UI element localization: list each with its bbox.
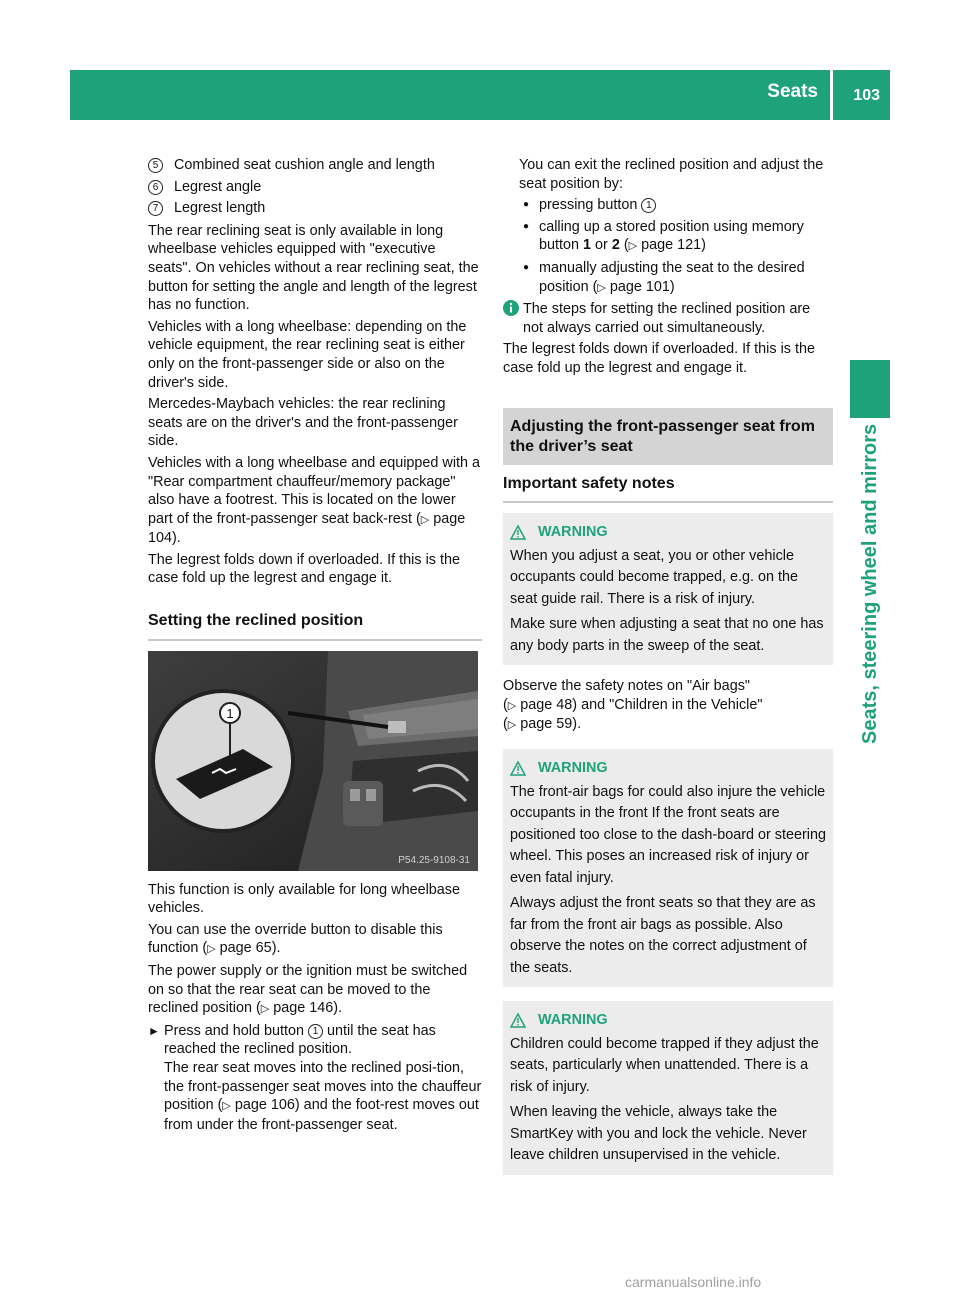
paragraph: The legrest folds down if overloaded. If this is the case fold up the legrest and engage it. — [148, 551, 460, 587]
warning-text: The front-air bags for could also injure the vehicle occupants in the front If the front seats are positioned too close to the dash-board or steering wheel. This poses an increased risk of injury or even fatal injury. — [510, 783, 826, 886]
page-ref-arrow: ▷ — [222, 1100, 231, 1113]
page-ref-arrow: ▷ — [507, 699, 517, 712]
watermark-footer: carmanualsonline.info — [625, 1274, 762, 1290]
button-callout: 1 — [308, 1024, 323, 1039]
paragraph: The legrest folds down if overloaded. If this is the case fold up the legrest and engage it. — [503, 341, 815, 376]
page-reference[interactable]: page 106) and the foot-rest moves out from under the front-passenger seat. — [164, 1097, 479, 1133]
callout-number: 7 — [148, 201, 163, 216]
warning-text: Always adjust the front seats so that they are as far from the front air bags as possible. Also observe the notes on the correct adjustment of the seats. — [510, 895, 816, 976]
figure-callout: 1 — [226, 705, 234, 721]
warning-box — [503, 513, 833, 665]
instruction-step: ► Press and hold button 1 until the seat has reached the reclined position. The rear seat moves into the reclined posi-tion, the front-passenger seat moves into the chauffeur position (▷ page 106) and the foot-rest moves out from under the front-passenger seat. — [148, 1022, 482, 1133]
section-title-bar: Adjusting the front-passenger seat from the driver’s seat — [503, 408, 833, 465]
subsection-heading — [503, 475, 833, 504]
paragraph: Vehicles with a long wheelbase and equipped with a "Rear compartment chauffeur/memory package" also have a footrest. This is located on the lower part of the front-passenger seat back-rest (▷ page 104). — [148, 454, 481, 547]
door-panel-illustration — [148, 651, 478, 871]
warning-title: WARNING — [538, 760, 608, 776]
paragraph: Vehicles with a long wheelbase: depending on the vehicle equipment, the rear reclining seat is either only on the front-passenger side or also on the driver's side. — [148, 318, 467, 391]
page-reference[interactable]: page 121) — [641, 237, 706, 254]
warning-text: Make sure when adjusting a seat that no one has any body parts in the sweep of the seat. — [510, 616, 824, 654]
page-reference[interactable]: page 65). — [219, 940, 281, 957]
chapter-side-title: Seats, steering wheel and mirrors — [859, 423, 881, 744]
list-item: ● calling up a stored position using memory button 1 or 2 (▷ page 121) — [503, 218, 833, 256]
page-ref-arrow: ▷ — [207, 943, 216, 956]
paragraph: Observe the safety notes on "Air bags" (▷ page 48) and "Children in the Vehicle" (▷ page 59). — [503, 678, 763, 733]
legend-text: Legrest angle — [174, 178, 262, 195]
page-number: 103 — [853, 87, 880, 104]
list-item: ● pressing button 1 — [503, 196, 833, 215]
step-arrow-icon: ► — [148, 1023, 160, 1038]
page-ref-arrow: ▷ — [260, 1003, 270, 1016]
page-ref-arrow: ▷ — [628, 240, 638, 253]
paragraph: This function is only available for long wheelbase vehicles. — [148, 881, 460, 917]
chapter-title: Seats — [767, 81, 818, 102]
right-column — [503, 156, 833, 1175]
bullet-icon: ● — [523, 199, 530, 211]
legend-item — [148, 178, 482, 197]
warning-box — [503, 1001, 833, 1175]
legend-text: Legrest length — [174, 200, 266, 217]
button-callout: 1 — [641, 198, 656, 213]
paragraph: You can use the override button to disable this function (▷ page 65). — [148, 921, 443, 957]
page-reference[interactable]: page 48) and "Children in the Vehicle" — [520, 696, 763, 713]
warning-box — [503, 749, 833, 987]
callout-number: 6 — [148, 180, 163, 195]
legend-item — [148, 199, 482, 218]
bullet-icon: ● — [523, 220, 530, 232]
warning-text: When leaving the vehicle, always take the SmartKey with you and lock the vehicle. Never leave children unsupervised in the vehicle. — [510, 1104, 807, 1164]
section-heading — [148, 612, 482, 641]
bullet-icon: ● — [523, 261, 530, 273]
page-ref-arrow: ▷ — [597, 281, 606, 294]
warning-triangle-icon — [510, 525, 526, 540]
heading-important-safety-notes: Important safety notes — [503, 474, 675, 492]
callout-number: 5 — [148, 158, 163, 173]
info-icon — [503, 300, 523, 337]
paragraph: You can exit the reclined position and adjust the seat position by: — [519, 157, 824, 192]
heading-setting-reclined-position: Setting the reclined position — [148, 612, 364, 630]
list-item: ● manually adjusting the seat to the desired position (▷ page 101) — [503, 259, 833, 297]
page-reference[interactable]: page 59). — [520, 716, 582, 733]
legend-text: Combined seat cushion angle and length — [174, 157, 435, 173]
page-reference[interactable]: page 101) — [609, 278, 675, 295]
warning-triangle-icon — [510, 1013, 526, 1028]
info-note: The steps for setting the reclined position are not always carried out simultaneously. — [503, 300, 833, 337]
warning-title: WARNING — [538, 524, 608, 541]
chapter-tab — [850, 360, 890, 418]
page-reference[interactable]: page 104). — [148, 510, 466, 547]
warning-title: WARNING — [538, 1012, 608, 1029]
door-panel-image — [148, 651, 478, 871]
left-column — [148, 156, 482, 1134]
paragraph: The rear reclining seat is only available in long wheelbase vehicles equipped with "executive seats". On vehicles without a rear reclining seat, the button for setting the angle and length of the legrest has no function. — [148, 222, 479, 314]
paragraph: Mercedes-Maybach vehicles: the rear reclining seats are on the driver's and the front-passenger side. — [148, 396, 458, 450]
warning-triangle-icon — [510, 761, 526, 776]
warning-text: Children could become trapped if they adjust the seats, particularly when unattended. There is a risk of injury. — [510, 1035, 819, 1095]
header-divider — [830, 70, 833, 120]
page-header — [70, 70, 890, 120]
warning-text: When you adjust a seat, you or other vehicle occupants could become trapped, e.g. on the seat guide rail. There is a risk of injury. — [510, 547, 799, 607]
legend-item — [148, 156, 482, 175]
page-reference[interactable]: page 146). — [273, 1000, 343, 1017]
paragraph: The power supply or the ignition must be switched on so that the rear seat can be moved to the reclined position (▷ page 146). — [148, 963, 468, 1017]
page-ref-arrow: ▷ — [420, 513, 430, 526]
figure-code: P54.25-9108-31 — [398, 854, 470, 866]
page-ref-arrow: ▷ — [507, 719, 517, 732]
